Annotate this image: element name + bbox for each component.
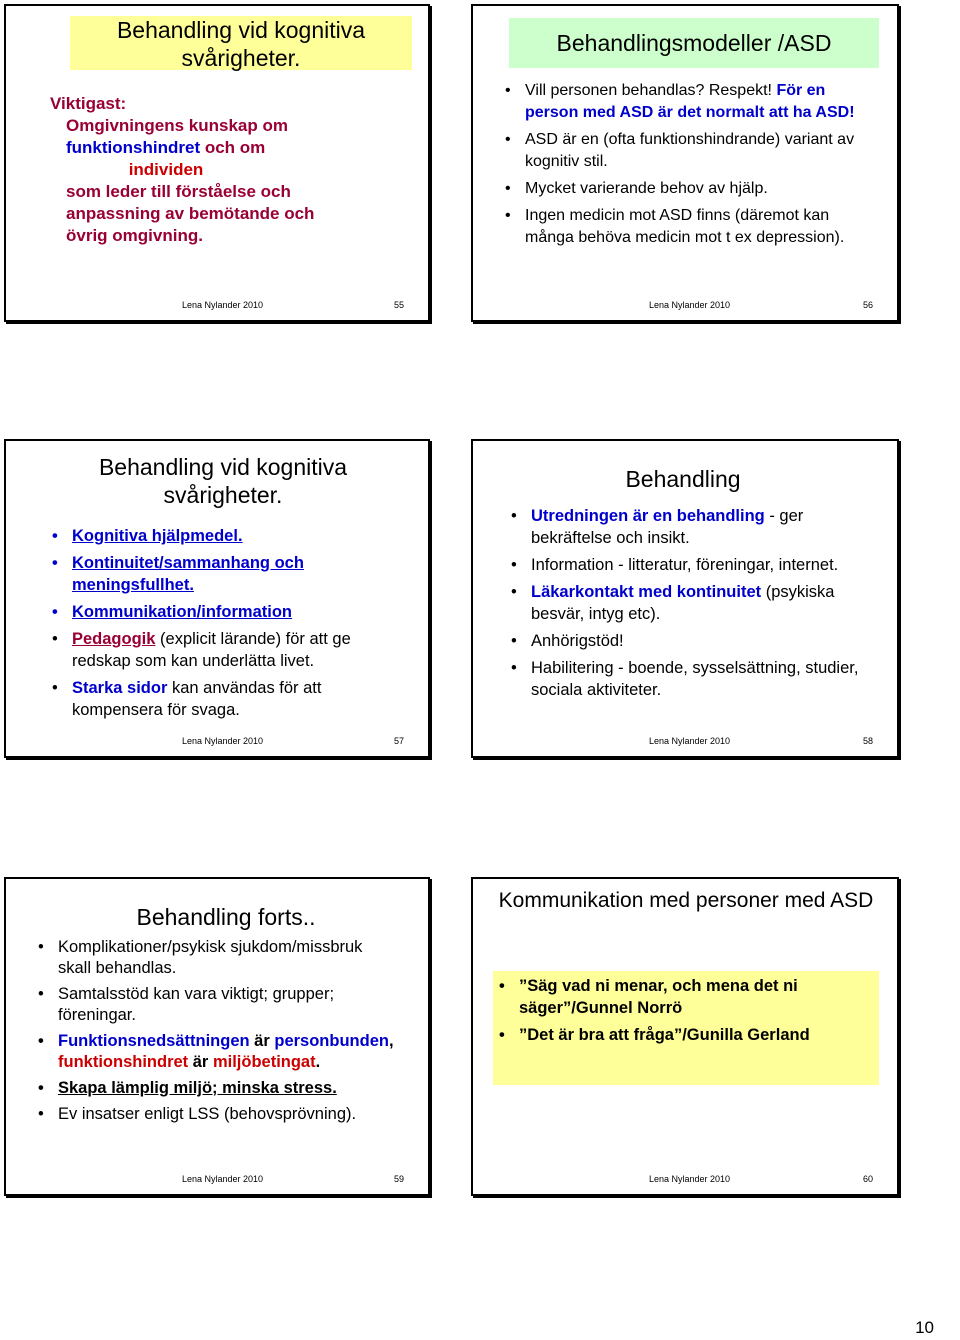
slide-title: Behandling vid kognitiva svårigheter. — [98, 454, 348, 508]
slide-body — [50, 93, 314, 247]
bullet-item: • Skapa lämplig miljö; minska stress. — [36, 1078, 396, 1099]
bullet-item: • Ev insatser enligt LSS (behovsprövning). — [36, 1104, 396, 1125]
bullet-item: • Läkarkontakt med kontinuitet (psykiska besvär, intyg etc). — [509, 581, 869, 625]
slide-59 — [4, 877, 430, 1196]
lead-text: Viktigast: — [50, 94, 127, 113]
footer-author: Lena Nylander 2010 — [649, 1174, 731, 1184]
bullet-item: • Samtalsstöd kan vara viktigt; grupper; föreningar. — [36, 984, 396, 1026]
body-line: Omgivningens kunskap om — [66, 116, 288, 135]
footer-author: Lena Nylander 2010 — [649, 736, 731, 746]
bullet-item: • Kontinuitet/sammanhang och meningsfullhet. — [50, 552, 390, 596]
bullet-list — [36, 937, 396, 1130]
slide-number: 58 — [862, 736, 873, 746]
slide-title: Behandling forts.. — [136, 904, 316, 930]
bullet-item: • Ingen medicin mot ASD finns (däremot kan många behöva medicin mot t ex depression). — [503, 205, 873, 249]
body-line: övrig omgivning. — [66, 226, 203, 245]
footer-author: Lena Nylander 2010 — [649, 300, 731, 310]
emphasis-text: individen — [128, 160, 204, 179]
slide-title: Behandling — [625, 466, 741, 492]
slide-60 — [471, 877, 899, 1196]
slide-57 — [4, 439, 430, 758]
footer-author: Lena Nylander 2010 — [182, 1174, 264, 1184]
bullet-item: • Kognitiva hjälpmedel. — [50, 525, 390, 547]
page-number: 10 — [915, 1318, 934, 1337]
slide-title: Kommunikation med personer med ASD — [498, 889, 874, 912]
bullet-item: • Anhörigstöd! — [509, 630, 869, 652]
body-line: funktionshindret — [66, 138, 201, 157]
body-line: anpassning av bemötande och — [66, 204, 315, 223]
bullet-item: • Habilitering - boende, sysselsättning, studier, sociala aktiviteter. — [509, 657, 869, 701]
bullet-item: • ”Säg vad ni menar, och mena det ni säger”/Gunnel Norrö — [497, 975, 867, 1019]
bullet-item: • Starka sidor kan användas för att kompensera för svaga. — [50, 677, 390, 721]
slide-number: 59 — [393, 1174, 404, 1184]
bullet-item: • Funktionsnedsättningen är personbunden, funktionshindret är miljöbetingat. — [36, 1031, 396, 1073]
bullet-item: • Komplikationer/psykisk sjukdom/missbruk skall behandlas. — [36, 937, 396, 979]
slide-56 — [471, 4, 899, 322]
body-line: som leder till förståelse och — [66, 182, 291, 201]
slide-number: 57 — [393, 736, 404, 746]
bullet-list — [503, 80, 873, 254]
footer-author: Lena Nylander 2010 — [182, 736, 264, 746]
bullet-item: • ”Det är bra att fråga”/Gunilla Gerland — [497, 1024, 867, 1046]
bullet-item: • Mycket varierande behov av hjälp. — [503, 178, 873, 200]
body-line: och om — [200, 138, 266, 157]
slide-number: 56 — [862, 300, 873, 310]
bullet-list — [509, 505, 869, 706]
bullet-item: • ASD är en (ofta funktionshindrande) variant av kognitiv stil. — [503, 129, 873, 173]
quote-box — [493, 971, 879, 1085]
slide-title: Behandlingsmodeller /ASD — [509, 18, 879, 68]
bullet-list — [50, 525, 390, 726]
slide-55 — [4, 4, 430, 322]
bullet-item: • Pedagogik (explicit lärande) för att ge redskap som kan underlätta livet. — [50, 628, 390, 672]
slide-title: Behandling vid kognitiva svårigheter. — [70, 16, 412, 70]
slide-number: 55 — [393, 300, 404, 310]
footer-author: Lena Nylander 2010 — [182, 300, 264, 310]
bullet-item: • Vill personen behandlas? Respekt! För en person med ASD är det normalt att ha ASD! — [503, 80, 873, 124]
bullet-list — [497, 975, 867, 1051]
bullet-item: • Utredningen är en behandling - ger bekräftelse och insikt. — [509, 505, 869, 549]
bullet-item: • Information - litteratur, föreningar, internet. — [509, 554, 869, 576]
slide-58 — [471, 439, 899, 758]
bullet-item: • Kommunikation/information — [50, 601, 390, 623]
slide-number: 60 — [862, 1174, 873, 1184]
